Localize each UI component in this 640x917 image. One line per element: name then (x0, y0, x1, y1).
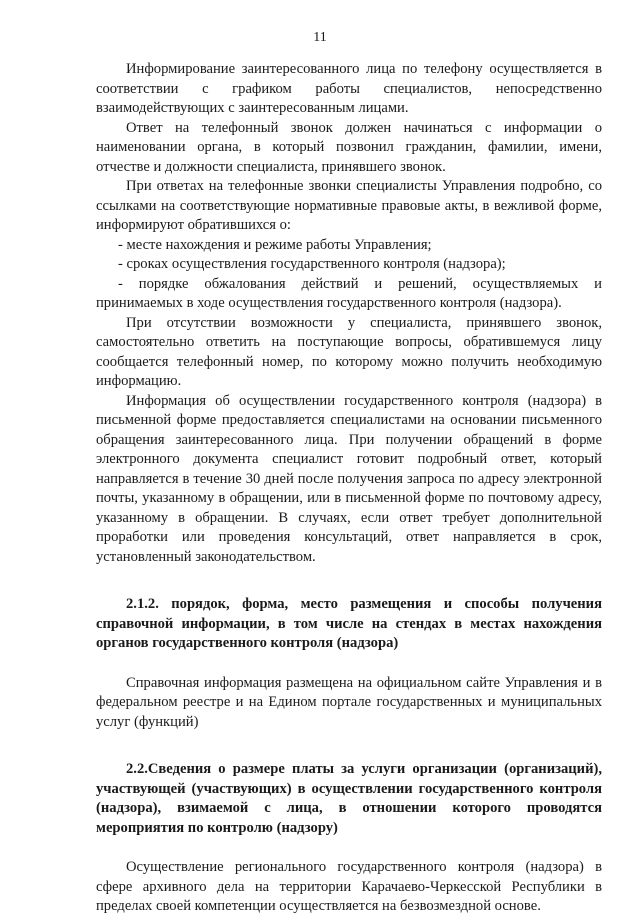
paragraph-call-answer: Ответ на телефонный звонок должен начинаться с информации о наименовании органа, в который позвонил гражданин, фамилии, имени, отчестве и должности специалиста, принявшего звонок. (96, 119, 602, 175)
paragraph-reference-info: Справочная информация размещена на официальном сайте Управления и в федеральном реестре и на Едином портале государственных и муниципальных услуг (функций) (96, 674, 602, 730)
page-number: 11 (313, 30, 327, 45)
document-body (96, 60, 602, 917)
section-heading-212: 2.1.2. порядок, форма, место размещения и способы получения справочной информации, в том числе на стендах в местах нахождения органов государственного контроля (надзора) (96, 596, 602, 651)
list-item-location: - месте нахождения и режиме работы Управления; (118, 236, 432, 253)
paragraph-no-answer: При отсутствии возможности у специалиста, принявшего звонок, самостоятельно ответить на поступающие вопросы, обратившемуся лицу сообщается телефонный номер, по которому можно получить необходимую информацию. (96, 314, 602, 389)
list-item-terms: - сроках осуществления государственного контроля (надзора); (118, 256, 506, 272)
paragraph-written-info: Информация об осуществлении государственного контроля (надзора) в письменной форме предоставляется специалистами на основании письменного обращения заинтересованного лица. При получении обращений в форме электронного документа специалист готовит подробный ответ, который направляется в течение 30 дней после получения запроса по адресу электронной почты, указанному в обращении, или в письменной форме по почтовому адресу, указанному в обращении. В случаях, если ответ требует дополнительной проработки или проведения консультаций, ответ направляется в срок, установленный законодательством. (96, 392, 602, 565)
paragraph-call-details: При ответах на телефонные звонки специалисты Управления подробно, со ссылками на соответствующие нормативные правовые акты, в вежливой форме, информируют обратившихся о: (96, 178, 602, 233)
list-item-appeal: - порядке обжалования действий и решений, осуществляемых и принимаемых в ходе осуществления государственного контроля (надзора). (96, 275, 602, 311)
section-heading-22: 2.2.Сведения о размере платы за услуги организации (организаций), участвующей (участвующих) в осуществлении государственного контроля (надзора), взимаемой с лица, в отношении которого проводятся мероприятия по контролю (надзору) (96, 761, 602, 836)
paragraph-free-basis: Осуществление регионального государственного контроля (надзора) в сфере архивного дела на территории Карачаево-Черкесской Республики в пределах своей компетенции осуществляется на безвозмездной основе. (96, 859, 602, 914)
paragraph-phone-info: Информирование заинтересованного лица по телефону осуществляется в соответствии с графиком работы специалистов, непосредственно взаимодействующих с заинтересованным лицами. (96, 61, 602, 116)
